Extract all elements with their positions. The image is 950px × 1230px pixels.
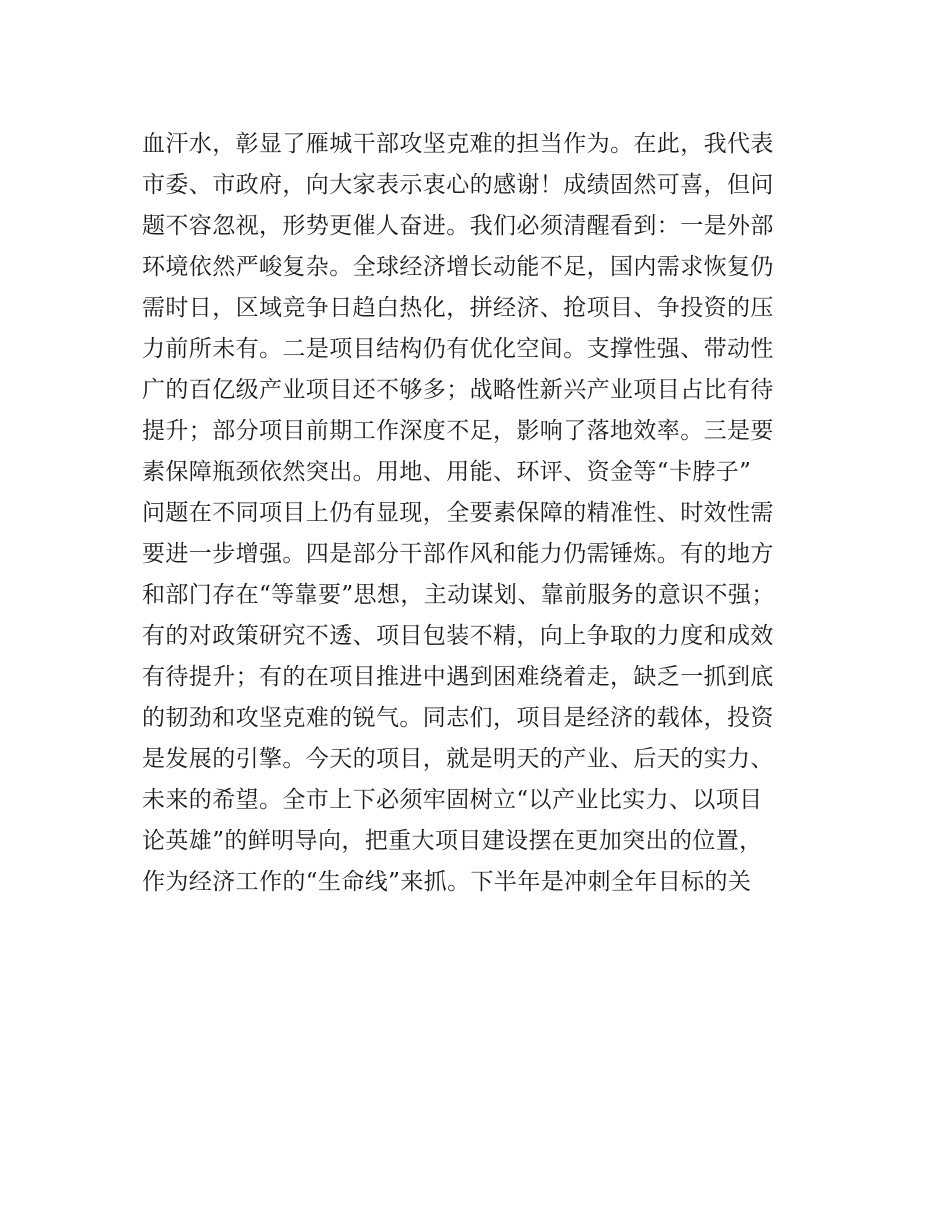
text-line: 广的百亿级产业项目还不够多；战略性新兴产业项目占比有待 [142,377,774,403]
text-line: 未来的希望。全市上下必须牢固树立“以产业比实力、以项目 [142,787,763,813]
text-line: 市委、市政府，向大家表示衷心的感谢！成绩固然可喜，但问 [142,172,774,198]
text-line: 要进一步增强。四是部分干部作风和能力仍需锤炼。有的地方 [142,541,774,567]
text-line: 题不容忽视，形势更催人奋进。我们必须清醒看到：一是外部 [142,213,774,239]
text-line: 环境依然严峻复杂。全球经济增长动能不足，国内需求恢复仍 [142,254,774,280]
text-line: 有的对政策研究不透、项目包装不精，向上争取的力度和成效 [142,623,774,649]
text-line: 是发展的引擎。今天的项目，就是明天的产业、后天的实力、 [142,746,774,772]
text-line: 提升；部分项目前期工作深度不足，影响了落地效率。三是要 [142,418,774,444]
text-line: 力前所未有。二是项目结构仍有优化空间。支撑性强、带动性 [142,336,774,362]
text-line: 血汗水，彰显了雁城干部攻坚克难的担当作为。在此，我代表 [142,131,774,157]
text-line: 问题在不同项目上仍有显现，全要素保障的精准性、时效性需 [142,500,774,526]
text-line: 的韧劲和攻坚克难的锐气。同志们，项目是经济的载体，投资 [142,705,774,731]
text-line: 作为经济工作的“生命线”来抓。下半年是冲刺全年目标的关 [142,869,752,895]
text-line: 和部门存在“等靠要”思想，主动谋划、靠前服务的意识不强； [142,582,775,608]
text-line: 需时日，区域竞争日趋白热化，拼经济、抢项目、争投资的压 [142,295,774,321]
text-line: 素保障瓶颈依然突出。用地、用能、环评、资金等“卡脖子” [142,459,752,485]
text-line: 有待提升；有的在项目推进中遇到困难绕着走，缺乏一抓到底 [142,664,774,690]
text-line: 论英雄”的鲜明导向，把重大项目建设摆在更加突出的位置， [142,828,763,854]
body-text [142,124,842,903]
